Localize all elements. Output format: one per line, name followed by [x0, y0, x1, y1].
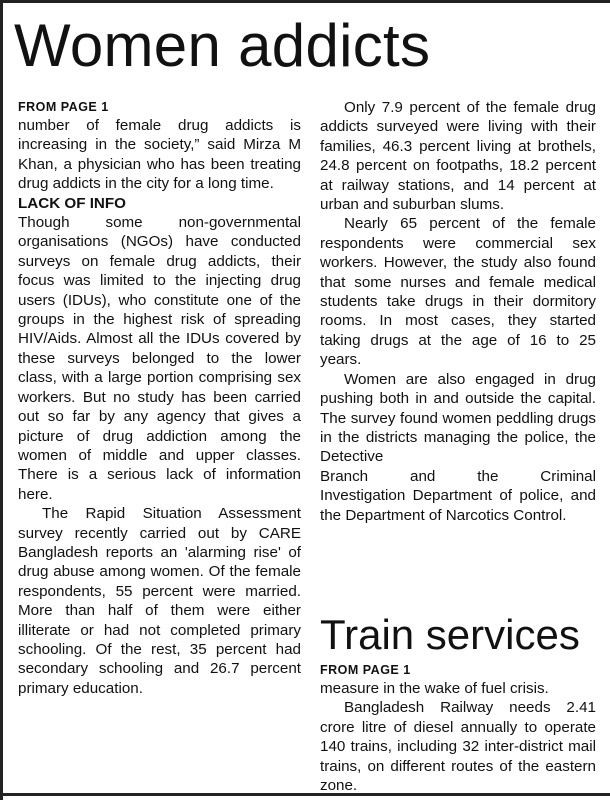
- col1-paragraph-3: The Rapid Situation Assessment survey recently carried out by CARE Bangladesh reports an 'alarming rise' of drug abuse among women. Of the female respondents, 55 percent were married. More than half of them were either illiterate or had not completed primary schooling. Of the rest, 35 percent had secondary schooling and 26.7 percent primary education.: [18, 505, 301, 697]
- train-paragraph-1: measure in the wake of fuel crisis.: [320, 680, 549, 697]
- headline-train-services: Train services: [320, 611, 580, 658]
- headline-women-addicts: Women addicts: [14, 12, 431, 79]
- col2-paragraph-2: Nearly 65 percent of the female respondents were commercial sex workers. However, the study also found that some nurses and female medical students take drugs in their dormitory rooms. In most cases, they started taking drugs at the age of 16 to 25 years.: [320, 215, 596, 369]
- subhead-lack-of-info: LACK OF INFO: [18, 194, 126, 212]
- col1-paragraph-1: number of female drug addicts is increasing in the society,” said Mirza M Khan, a physician who has been treating drug addicts in the city for a long time.: [18, 117, 301, 193]
- kicker-from-page-1: FROM PAGE 1: [18, 100, 109, 114]
- col2-paragraph-3b: Branch and the Criminal: [320, 467, 596, 485]
- col2-paragraph-3c: Investigation Department of police, and the Department of Narcotics Control.: [320, 487, 596, 524]
- column-2: [320, 98, 596, 525]
- col1-paragraph-2: Though some non-governmental organisations (NGOs) have conducted surveys on female drug addicts, their focus was limited to the injecting drug users (IDUs), who constitute one of the groups in the highest risk of spreading HIV/Aids. Almost all the IDUs covered by these surveys belonged to the lower class, with a large portion comprising sex workers. But no study has been carried out so far by any agency that gives a picture of drug addiction among the women of middle and upper classes. There is a serious lack of information here.: [18, 214, 301, 503]
- train-paragraph-2: Bangladesh Railway needs 2.41 crore litre of diesel annually to operate 140 trains, including 32 inter-district mail trains, on different routes of the eastern zone.: [320, 699, 596, 795]
- column-1: [18, 98, 301, 698]
- kicker-from-page-1-train: FROM PAGE 1: [320, 663, 411, 677]
- col2-paragraph-1: Only 7.9 percent of the female drug addicts surveyed were living with their families, 46.3 percent living at brothels, 24.8 percent on footpaths, 18.2 percent at railway stations, and 14 percent at urban and suburban slums.: [320, 99, 596, 214]
- col2-paragraph-3a: Women are also engaged in drug pushing both in and outside the capital. The survey found women peddling drugs in the districts managing the police, the Detective: [320, 370, 596, 466]
- train-services-body: [320, 661, 596, 795]
